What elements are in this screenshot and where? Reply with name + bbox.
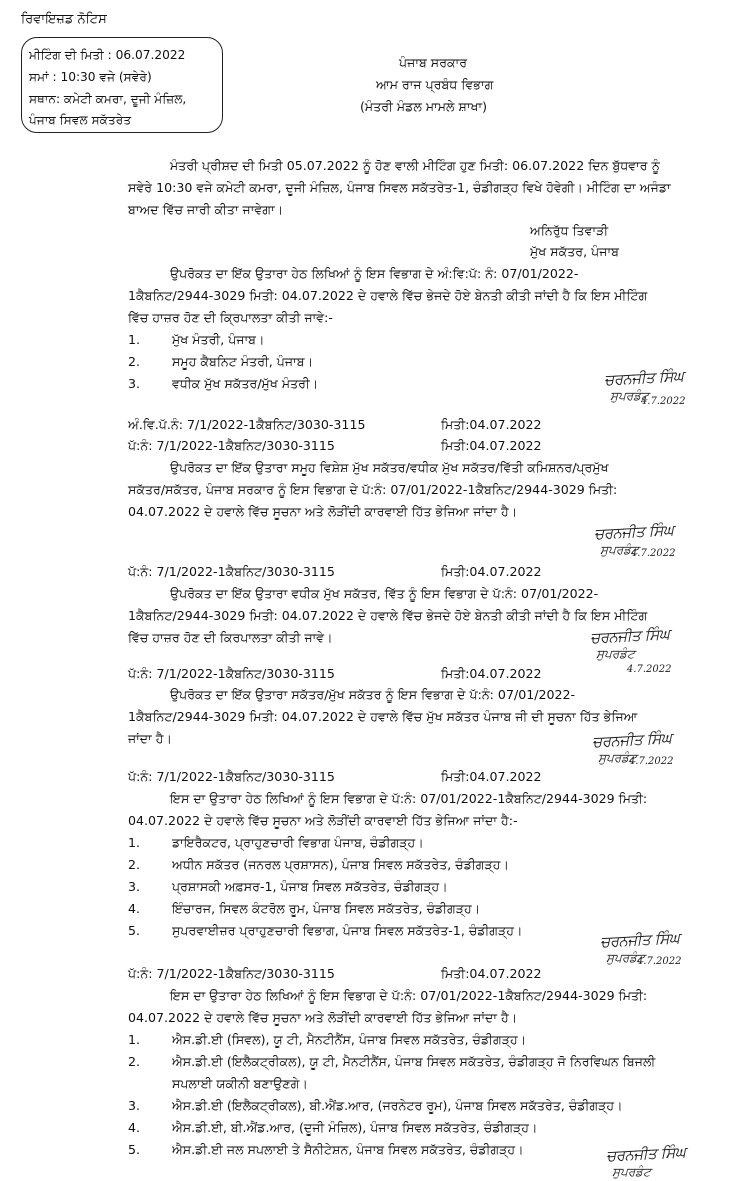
section1-line-1: ਉਪਰੋਕਤ ਦਾ ਇੱਕ ਉਤਾਰਾ ਹੇਠ ਲਿਖਿਆਂ ਨੂੰ ਇਸ ਵਿਭਾਗ ਦੇ ਅੰ:ਵਿ:ਪੱ: ਨੰ: 07/01/2022- (170, 266, 579, 281)
signature-date: 4.7.2022 (630, 547, 676, 559)
list-item: ਮੁੱਖ ਮੰਤਰੀ, ਪੰਜਾਬ। (172, 332, 265, 347)
list-item: ਐਸ.ਡੀ.ਈ ਜਲ ਸਪਲਾਈ ਤੇ ਸੈਨੀਟੇਸ਼ਨ, ਪੰਜਾਬ ਸਿਵਲ ਸਕੱਤਰੇਤ, ਚੰਡੀਗੜ੍ਹ। (172, 1142, 524, 1157)
section2-line-1: ਉਪਰੋਕਤ ਦਾ ਇੱਕ ਉਤਾਰਾ ਸਮੂਹ ਵਿਸ਼ੇਸ਼ ਮੁੱਖ ਸਕੱਤਰ/ਵਧੀਕ ਮੁੱਖ ਸਕੱਤਰ/ਵਿੱਤੀ ਕਮਿਸ਼ਨਰ/ਪ੍ਰਮੁੱਖ (170, 460, 609, 475)
signature-designation: ਸੁਪਰਡੰਟ (610, 389, 649, 404)
signature-name: ਚਰਨਜੀਤ ਸਿੰਘ (603, 366, 684, 390)
meeting-date: ਮੀਟਿੰਗ ਦੀ ਮਿਤੀ : 06.07.2022 (29, 48, 186, 62)
signature-name: ਚਰਨਜੀਤ ਸਿੰਘ (589, 624, 670, 648)
signature-name: ਚਰਨਜੀਤ ਸਿੰਘ (605, 1142, 686, 1166)
list-item-number: 2. (128, 1054, 141, 1069)
list-item: ਸਮੂਹ ਕੈਬਨਿਟ ਮੰਤਰੀ, ਪੰਜਾਬ। (172, 354, 314, 369)
department-name: ਆਮ ਰਾਜ ਪ੍ਰਬੰਧ ਵਿਭਾਗ (376, 77, 494, 92)
list-item: ਇੰਚਾਰਜ, ਸਿਵਲ ਕੰਟਰੋਲ ਰੂਮ, ਪੰਜਾਬ ਸਿਵਲ ਸਕੱਤਰੇਤ, ਚੰਡੀਗੜ੍ਹ। (172, 901, 481, 916)
reference-number: ਪੱ:ਨੰ: 7/1/2022-1ਕੈਬਨਿਟ/3030-3115 (128, 438, 335, 453)
section2-line-3: 04.07.2022 ਦੇ ਹਵਾਲੇ ਵਿੱਚ ਸੂਚਨਾ ਅਤੇ ਲੋੜੀਂਦੀ ਕਾਰਵਾਈ ਹਿੱਤ ਭੇਜਿਆ ਜਾਂਦਾ ਹੈ। (128, 504, 518, 519)
section3-line-2: 1ਕੈਬਨਿਟ/2944-3029 ਮਿਤੀ: 04.07.2022 ਦੇ ਹਵਾਲੇ ਵਿੱਚ ਭੇਜਦੇ ਹੋਏ ਬੇਨਤੀ ਕੀਤੀ ਜਾਂਦੀ ਹੈ ਕਿ ਇਸ ਮੀਟਿੰਗ (128, 608, 648, 623)
section1-line-2: 1ਕੈਬਨਿਟ/2944-3029 ਮਿਤੀ: 04.07.2022 ਦੇ ਹਵਾਲੇ ਵਿੱਚ ਭੇਜਦੇ ਹੋਏ ਬੇਨਤੀ ਕੀਤੀ ਜਾਂਦੀ ਹੈ ਕਿ ਇਸ ਮੀਟਿੰਗ (128, 288, 648, 303)
list-item-number: 1. (128, 835, 141, 850)
reference-date: ਮਿਤੀ:04.07.2022 (441, 769, 542, 784)
section3-line-3: ਵਿੱਚ ਹਾਜ਼ਰ ਹੋਣ ਦੀ ਕਿਰਪਾਲਤਾ ਕੀਤੀ ਜਾਵੇ। (128, 630, 333, 645)
signature-designation: ਸੁਪਰਡੰਟ (612, 1165, 651, 1180)
list-item: ਐਸ.ਡੀ.ਈ (ਇਲੈਕਟ੍ਰੀਕਲ), ਬੀ.ਐਂਡ.ਆਰ, (ਜਰਨੇਟਰ ਰੂਮ), ਪੰਜਾਬ ਸਿਵਲ ਸਕੱਤਰੇਤ, ਚੰਡੀਗੜ੍ਹ। (172, 1098, 623, 1113)
section6-line-1: ਇਸ ਦਾ ਉਤਾਰਾ ਹੇਠ ਲਿਖਿਆਂ ਨੂੰ ਇਸ ਵਿਭਾਗ ਦੇ ਪੱ:ਨੰ: 07/01/2022-1ਕੈਬਨਿਟ/2944-3029 ਮਿਤੀ: (170, 988, 648, 1003)
list-item-number: 3. (128, 1098, 141, 1113)
reference-date: ਮਿਤੀ:04.07.2022 (441, 564, 542, 579)
branch-name: (ਮੰਤਰੀ ਮੰਡਲ ਮਾਮਲੇ ਸ਼ਾਖਾ) (360, 99, 488, 114)
list-item-number: 5. (128, 1142, 141, 1157)
superintendent-signature (591, 728, 674, 767)
superintendent-signature (606, 1144, 685, 1180)
meeting-details-box (21, 37, 223, 133)
section1-line-3: ਵਿੱਚ ਹਾਜ਼ਰ ਹੋਣ ਦੀ ਕ੍ਰਿਪਾਲਤਾ ਕੀਤੀ ਜਾਵੇ:- (128, 310, 333, 325)
signature-designation: ਸੁਪਰਡੰਟ (600, 543, 639, 558)
list-item: ਸੁਪਰਵਾਈਜ਼ਰ ਪ੍ਰਾਹੁਣਚਾਰੀ ਵਿਭਾਗ, ਪੰਜਾਬ ਸਿਵਲ ਸਕੱਤਰੇਤ-1, ਚੰਡੀਗੜ੍ਹ। (172, 923, 523, 938)
signature-date: 4.7.2022 (636, 955, 682, 967)
signatory-title: ਮੁੱਖ ਸਕੱਤਰ, ਪੰਜਾਬ (530, 244, 619, 259)
superintendent-signature (603, 366, 686, 407)
signature-designation: ਸੁਪਰਡੰਟ (598, 751, 637, 766)
superintendent-signature (599, 928, 682, 967)
intro-line-2: ਸਵੇਰੇ 10:30 ਵਜੇ ਕਮੇਟੀ ਕਮਰਾ, ਦੂਜੀ ਮੰਜ਼ਿਲ, ਪੰਜਾਬ ਸਿਵਲ ਸਕੱਤਰੇਤ-1, ਚੰਡੀਗੜ੍ਹ ਵਿਖੇ ਹੋਵੇਗੀ। ਮੀਟਿੰਗ ਦਾ ਅਜੰਡਾ (128, 180, 671, 195)
list-item-number: 2. (128, 354, 141, 369)
meeting-venue-2: ਪੰਜਾਬ ਸਿਵਲ ਸਕੱਤਰੇਤ (29, 113, 132, 127)
list-item: ਪ੍ਰਸ਼ਾਸਕੀ ਅਫ਼ਸਰ-1, ਪੰਜਾਬ ਸਿਵਲ ਸਕੱਤਰੇਤ, ਚੰਡੀਗੜ੍ਹ। (172, 879, 448, 894)
reference-number: ਪੱ:ਨੰ: 7/1/2022-1ਕੈਬਨਿਟ/3030-3115 (128, 666, 335, 681)
list-item: ਐਸ.ਡੀ.ਈ (ਸਿਵਲ), ਯੂ ਟੀ, ਮੈਨਟੀਨੈਂਸ, ਪੰਜਾਬ ਸਿਵਲ ਸਕੱਤਰੇਤ, ਚੰਡੀਗੜ੍ਹ। (172, 1032, 527, 1047)
signature-name: ਚਰਨਜੀਤ ਸਿੰਘ (591, 728, 672, 752)
list-item: ਐਸ.ਡੀ.ਈ, ਬੀ.ਐਂਡ.ਆਰ, (ਦੂਜੀ ਮੰਜ਼ਿਲ), ਪੰਜਾਬ ਸਿਵਲ ਸਕੱਤਰੇਤ, ਚੰਡੀਗੜ੍ਹ। (172, 1120, 538, 1135)
reference-date: ਮਿਤੀ:04.07.2022 (441, 438, 542, 453)
signature-date: 4.7.2022 (640, 395, 686, 407)
signature-date: 4.7.2022 (628, 755, 674, 767)
reference-date: ਮਿਤੀ:04.07.2022 (441, 966, 542, 981)
section4-line-2: 1ਕੈਬਨਿਟ/2944-3029 ਮਿਤੀ: 04.07.2022 ਦੇ ਹਵਾਲੇ ਵਿੱਚ ਮੁੱਖ ਸਕੱਤਰ ਪੰਜਾਬ ਜੀ ਦੀ ਸੂਚਨਾ ਹਿੱਤ ਭੇਜਿਆ (128, 709, 638, 724)
section5-line-1: ਇਸ ਦਾ ਉਤਾਰਾ ਹੇਠ ਲਿਖਿਆਂ ਨੂੰ ਇਸ ਵਿਭਾਗ ਦੇ ਪੱ:ਨੰ: 07/01/2022-1ਕੈਬਨਿਟ/2944-3029 ਮਿਤੀ: (170, 791, 648, 806)
list-item-number: 5. (128, 923, 141, 938)
list-item-number: 4. (128, 901, 141, 916)
government-name: ਪੰਜਾਬ ਸਰਕਾਰ (399, 55, 468, 70)
revised-notice-title: ਰਿਵਾਇਜ਼ਡ ਨੋਟਿਸ (21, 12, 107, 27)
section4-line-3: ਜਾਂਦਾ ਹੈ। (128, 731, 172, 746)
list-item-number: 2. (128, 857, 141, 872)
reference-date: ਮਿਤੀ:04.07.2022 (441, 666, 542, 681)
section6-line-2: 04.07.2022 ਦੇ ਹਵਾਲੇ ਵਿੱਚ ਸੂਚਨਾ ਅਤੇ ਲੋੜੀਂਦੀ ਕਾਰਵਾਈ ਹਿੱਤ ਭੇਜਿਆ ਜਾਂਦਾ ਹੈ। (128, 1010, 518, 1025)
list-item-number: 1. (128, 332, 141, 347)
reference-number: ਅੰ.ਵਿ.ਪੱ.ਨੰ: 7/1/2022-1ਕੈਬਨਿਟ/3030-3115 (128, 417, 366, 432)
list-item-number: 1. (128, 1032, 141, 1047)
signature-name: ਚਰਨਜੀਤ ਸਿੰਘ (593, 520, 674, 544)
reference-number: ਪੱ:ਨੰ: 7/1/2022-1ਕੈਬਨਿਟ/3030-3115 (128, 564, 335, 579)
list-item: ਅਧੀਨ ਸਕੱਤਰ (ਜਨਰਲ ਪ੍ਰਸ਼ਾਸਨ), ਪੰਜਾਬ ਸਿਵਲ ਸਕੱਤਰੇਤ, ਚੰਡੀਗੜ੍ਹ। (172, 857, 509, 872)
section4-line-1: ਉਪਰੋਕਤ ਦਾ ਇੱਕ ਉਤਾਰਾ ਸਕੱਤਰ/ਮੁੱਖ ਸਕੱਤਰ ਨੂੰ ਇਸ ਵਿਭਾਗ ਦੇ ਪੱ:ਨੰ: 07/01/2022- (170, 687, 576, 702)
list-item: ਐਸ.ਡੀ.ਈ (ਇਲੈਕਟ੍ਰੀਕਲ), ਯੂ ਟੀ, ਮੈਨਟੀਨੈਂਸ, ਪੰਜਾਬ ਸਿਵਲ ਸਕੱਤਰੇਤ, ਚੰਡੀਗੜ੍ਹ ਜੋ ਨਿਰਵਿਘਨ ਬਿਜਲੀ (172, 1054, 656, 1069)
signature-designation: ਸੁਪਰਡੰਟ (606, 951, 645, 966)
list-item: ਡਾਇਰੈਕਟਰ, ਪ੍ਰਾਹੁਣਚਾਰੀ ਵਿਭਾਗ ਪੰਜਾਬ, ਚੰਡੀਗੜ੍ਹ। (172, 835, 424, 850)
reference-date: ਮਿਤੀ:04.07.2022 (441, 417, 542, 432)
section2-line-2: ਸਕੱਤਰ/ਸਕੱਤਰ, ਪੰਜਾਬ ਸਰਕਾਰ ਨੂੰ ਇਸ ਵਿਭਾਗ ਦੇ ਪੱ:ਨੰ: 07/01/2022-1ਕੈਬਨਿਟ/2944-3029 ਮਿਤੀ: (128, 482, 618, 497)
list-item: ਵਧੀਕ ਮੁੱਖ ਸਕੱਤਰ/ਮੁੱਖ ਮੰਤਰੀ। (172, 376, 319, 391)
list-item-number: 3. (128, 879, 141, 894)
list-item-continuation: ਸਪਲਾਈ ਯਕੀਨੀ ਬਣਾਉਣਗੇ। (172, 1076, 308, 1091)
signatory-name: ਅਨਿਰੁੱਧ ਤਿਵਾੜੀ (530, 223, 609, 238)
signature-date: 4.7.2022 (626, 663, 672, 675)
list-item-number: 3. (128, 376, 141, 391)
superintendent-signature (593, 520, 676, 559)
meeting-venue: ਸਥਾਨ: ਕਮੇਟੀ ਕਮਰਾ, ਦੂਜੀ ਮੰਜ਼ਿਲ, (29, 92, 187, 106)
meeting-time: ਸਮਾਂ : 10:30 ਵਜੇ (ਸਵੇਰੇ) (29, 70, 152, 84)
section5-line-2: 04.07.2022 ਦੇ ਹਵਾਲੇ ਵਿੱਚ ਸੂਚਨਾ ਅਤੇ ਲੋੜੀਂਦੀ ਕਾਰਵਾਈ ਹਿੱਤ ਭੇਜਿਆ ਜਾਂਦਾ ਹੈ:- (128, 813, 518, 828)
signature-name: ਚਰਨਜੀਤ ਸਿੰਘ (599, 928, 680, 952)
intro-line-3: ਬਾਅਦ ਵਿੱਚ ਜਾਰੀ ਕੀਤਾ ਜਾਵੇਗਾ। (128, 202, 284, 217)
intro-line-1: ਮੰਤਰੀ ਪ੍ਰੀਸ਼ਦ ਦੀ ਮਿਤੀ 05.07.2022 ਨੂੰ ਹੋਣ ਵਾਲੀ ਮੀਟਿੰਗ ਹੁਣ ਮਿਤੀ: 06.07.2022 ਦਿਨ ਬੁੱਧਵਾਰ ਨੂੰ (170, 158, 660, 173)
list-item-number: 4. (128, 1120, 141, 1135)
section3-line-1: ਉਪਰੋਕਤ ਦਾ ਇੱਕ ਉਤਾਰਾ ਵਧੀਕ ਮੁੱਖ ਸਕੱਤਰ, ਵਿੱਤ ਨੂੰ ਇਸ ਵਿਭਾਗ ਦੇ ਪੱ:ਨੰ: 07/01/2022- (170, 586, 599, 601)
reference-number: ਪੱ:ਨੰ: 7/1/2022-1ਕੈਬਨਿਟ/3030-3115 (128, 769, 335, 784)
reference-number: ਪੱ:ਨੰ: 7/1/2022-1ਕੈਬਨਿਟ/3030-3115 (128, 966, 335, 981)
superintendent-signature (589, 624, 672, 675)
signature-designation: ਸੁਪਰਡੰਟ (596, 647, 635, 662)
